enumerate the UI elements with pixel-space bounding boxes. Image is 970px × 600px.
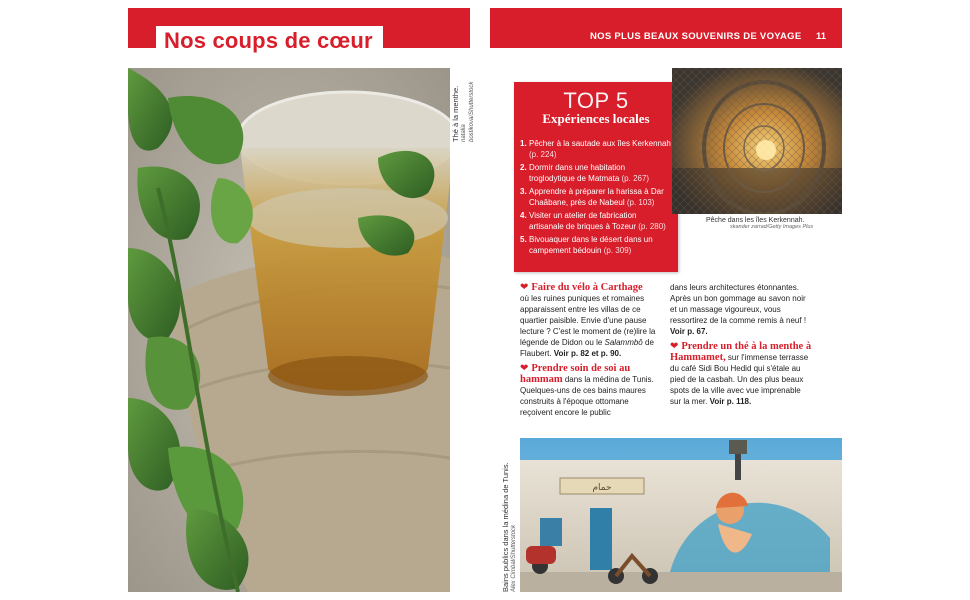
text-column-2	[670, 282, 812, 407]
hammam-photo-caption: Bains publics dans la médina de Tunis. Alex Cimbal/Shutterstock	[501, 462, 517, 592]
highlight-heading: Prendre soin de soi au hammam	[520, 363, 631, 385]
page-number: 11	[816, 31, 827, 42]
heart-icon: ❤	[520, 282, 529, 293]
section-title: Nos coups de cœur	[156, 26, 383, 56]
text-column-1	[520, 282, 662, 418]
top5-title: Expériences locales	[542, 111, 650, 126]
fishing-photo-caption: Pêche dans les îles Kerkennah. skander zarrad/Getty Images Plus	[706, 217, 814, 230]
list-item: 5. Bivouaquer dans le désert dans un campement bédouin (p. 309)	[520, 235, 653, 255]
heart-icon: ❤	[520, 363, 529, 374]
hammam-sign: حمام	[592, 483, 612, 493]
highlight-heading: Faire du vélo à Carthage	[531, 282, 643, 293]
running-head: NOS PLUS BEAUX SOUVENIRS DE VOYAGE	[590, 31, 802, 42]
highlight-heading: Prendre un thé à la menthe à Hammamet,	[670, 341, 812, 363]
list-item: 4. Visiter un atelier de fabrication artisanale de briques à Tozeur (p. 280)	[520, 211, 666, 231]
paragraph: dans leurs architectures étonnantes. Après un bon gommage au savon noir et un massage vigoureux, vous ressortirez de la comme remis à neuf ! Voir p. 67.	[670, 283, 807, 336]
top5-label: TOP 5	[563, 88, 629, 113]
tea-photo-caption: Thé à la menthe. natalia bostikova/Shutterstock	[451, 81, 475, 142]
mint-tea-photo	[128, 68, 450, 592]
list-item: 3. Apprendre à préparer la harissa à Dar Chaâbane, près de Nabeul (p. 103)	[520, 187, 664, 207]
top5-list	[520, 138, 672, 258]
paragraph: ❤ Prendre soin de soi au hammam dans la médina de Tunis. Quelques-uns de ces bains maures construits à l'époque ottomane reçoivent encore le public	[520, 363, 654, 417]
list-item: 1. Pêcher à la sautade aux îles Kerkennah (p. 224)	[520, 139, 671, 159]
hammam-photo	[520, 438, 842, 592]
heart-icon: ❤	[670, 341, 679, 352]
list-item: 2. Dormir dans une habitation troglodytique de Matmata (p. 267)	[520, 163, 650, 183]
header-bar-right	[490, 8, 842, 48]
kerkennah-fishing-photo	[672, 68, 842, 214]
paragraph: où les ruines puniques et romaines apparaissent entre les villas de ce quartier paisible. Envie d'une pause lecture ? C'est le moment de (re)lire la légende de Didon ou le Salammbô de Flaubert. Voir p. 82 et p. 90.	[520, 294, 656, 358]
top5-box	[514, 82, 678, 272]
paragraph: ❤ Prendre un thé à la menthe à Hammamet, sur l'immense terrasse du café Sidi Bou Hedid qui s'étale au pied de la casbah. Un des plus beaux spots de la ville avec vue imprenable sur la mer. Voir p. 118.	[670, 341, 812, 406]
